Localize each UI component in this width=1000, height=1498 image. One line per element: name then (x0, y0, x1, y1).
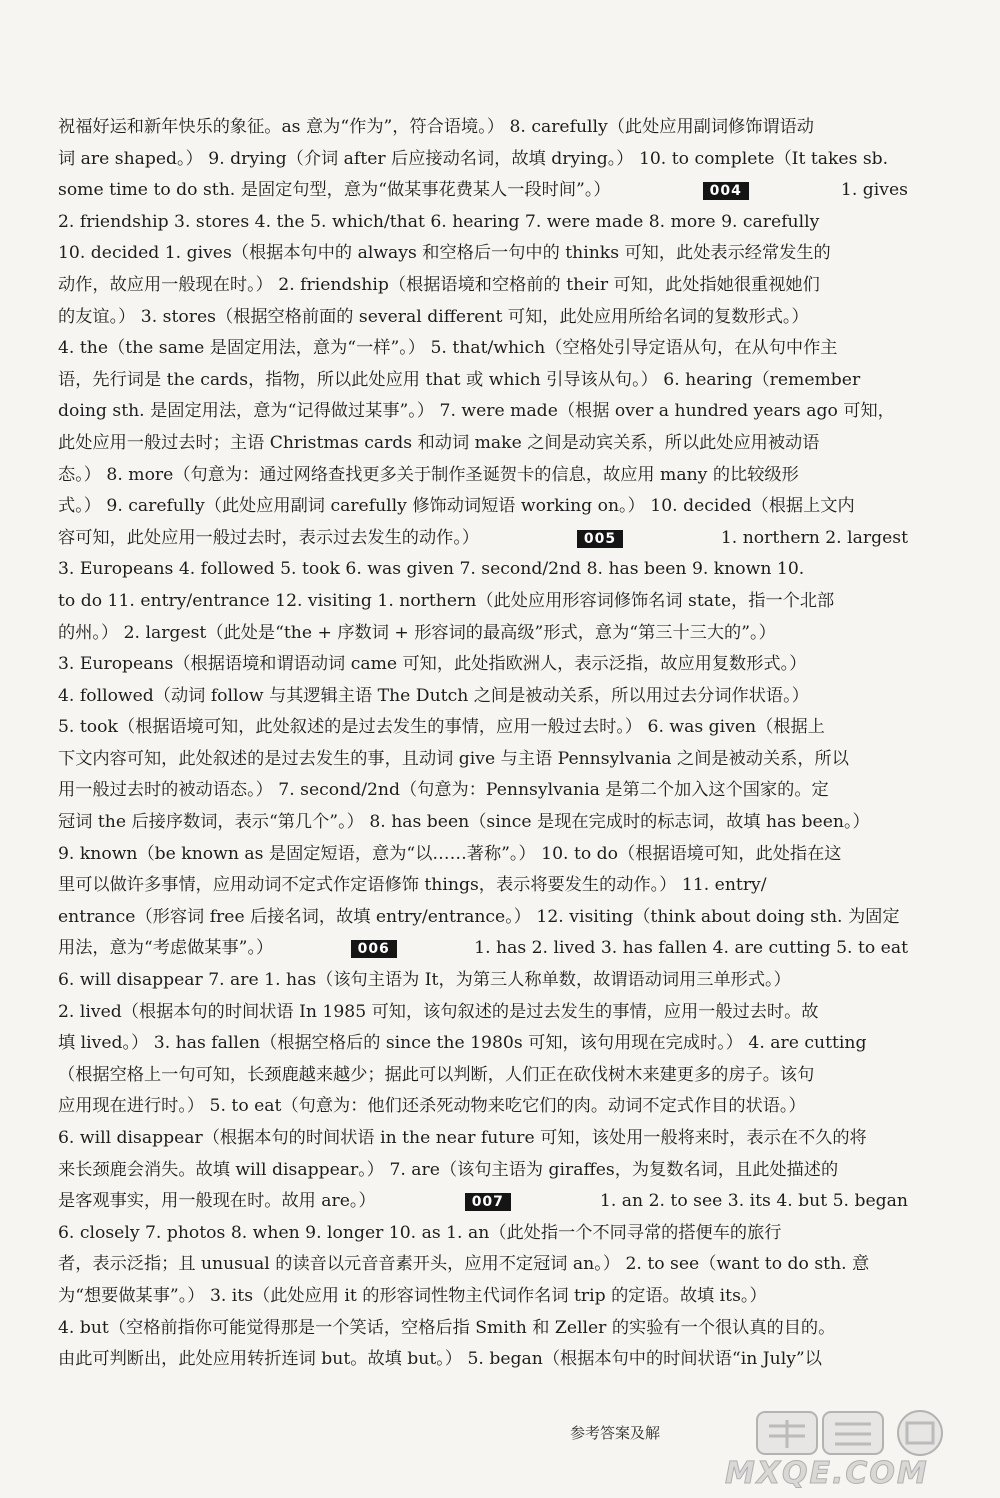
text-line (58, 460, 908, 492)
text-line (58, 933, 908, 965)
text-segment: 里可以做许多事情，应用动词不定式作定语修饰 things，表示将要发生的动作。） 11. entry/ (58, 875, 767, 896)
text-line (58, 870, 908, 902)
text-segment: 的州。） 2. largest（此处是“the + 序数词 + 形容词的最高级”形式，意为“第三十三大的”。） (58, 622, 776, 643)
text-line (58, 681, 908, 713)
text-line (58, 1028, 908, 1060)
text-line (58, 1344, 908, 1376)
text-line (58, 144, 908, 176)
text-line (58, 428, 908, 460)
text-line (58, 1123, 908, 1155)
text-segment: 2. friendship 3. stores 4. the 5. which/that 6. hearing 7. were made 8. more 9. carefully (58, 211, 820, 232)
text-segment: （根据空格上一句可知，长颈鹿越来越少；据此可以判断，人们正在砍伐树木来建更多的房子。该句 (58, 1064, 815, 1085)
text-line (58, 807, 908, 839)
text-line (58, 775, 908, 807)
text-line (58, 902, 908, 934)
text-line (58, 586, 908, 618)
text-segment: 用一般过去时的被动语态。） 7. second/2nd（句意为：Pennsylvania 是第二个加入这个国家的。定 (58, 780, 829, 801)
text-segment: 6. closely 7. photos 8. when 9. longer 10. as 1. an（此处指一个不同寻常的搭便车的旅行 (58, 1222, 782, 1243)
text-line (58, 1249, 908, 1281)
text-line (58, 207, 908, 239)
text-segment: 4. the（the same 是固定用法，意为“一样”。） 5. that/which（空格处引导定语从句，在从句中作主 (58, 338, 838, 359)
text-segment: 下文内容可知，此处叙述的是过去发生的事，且动词 give 与主语 Pennsylvania 之间是被动关系，所以 (58, 748, 849, 769)
text-segment: 词 are shaped。） 9. drying（介词 after 后应接动名词，故填 drying。） 10. to complete（It takes sb. (58, 148, 889, 169)
text-segment: 9. known（be known as 是固定短语，意为“以……著称”。） 10. to do（根据语境可知，此处指在这 (58, 843, 842, 864)
text-segment: 6. will disappear（根据本句的时间状语 in the near future 可知，该处用一般将来时，表示在不久的将 (58, 1128, 867, 1148)
text-line (58, 270, 908, 302)
text-segment: 2. lived（根据本句的时间状语 In 1985 可知，该句叙述的是过去发生的事情，应用一般过去时。故 (58, 1001, 819, 1022)
watermark-icon (755, 1408, 955, 1458)
text-segment: 为“想要做某事”。） 3. its（此处应用 it 的形容词性物主代词作名词 trip 的定语。故填 its。） (58, 1285, 767, 1306)
text-line (58, 1313, 908, 1345)
watermark-logo (665, 1408, 975, 1498)
text-segment: 4. followed（动词 follow 与其逻辑主语 The Dutch 之间是被动关系，所以用过去分词作状语。） (58, 685, 809, 706)
text-line (58, 396, 908, 428)
text-segment: 是客观事实，用一般现在时。故用 are。） (58, 1191, 376, 1212)
page-footer (570, 1408, 1000, 1498)
text-segment: 1. an 2. to see 3. its 4. but 5. began (599, 1191, 908, 1212)
section-number-badge: 006 (351, 940, 397, 958)
text-line (58, 523, 908, 555)
text-segment: 1. gives (840, 180, 908, 201)
section-number-badge: 007 (465, 1193, 511, 1211)
text-line (58, 839, 908, 871)
text-segment: 1. northern 2. largest (720, 527, 908, 548)
text-line (58, 1060, 908, 1092)
text-line (58, 1186, 908, 1218)
text-segment: 动作，故应用一般现在时。） 2. friendship（根据语境和空格前的 their 可知，此处指她很重视她们 (58, 274, 820, 295)
text-segment: 此处应用一般过去时；主语 Christmas cards 和动词 make 之间是动宾关系，所以此处应用被动语 (58, 432, 820, 453)
text-segment: to do 11. entry/entrance 12. visiting 1. northern（此处应用形容词修饰名词 state，指一个北部 (58, 590, 835, 611)
text-segment: 3. Europeans 4. followed 5. took 6. was given 7. second/2nd 8. has been 9. known 10. (58, 559, 805, 580)
text-line (58, 491, 908, 523)
text-segment: 者，表示泛指；且 unusual 的读音以元音音素开头，应用不定冠词 an。） 2. to see（want to do sth. 意 (58, 1254, 870, 1275)
text-line (58, 333, 908, 365)
text-line (58, 1091, 908, 1123)
text-line (58, 744, 908, 776)
watermark-url: MXQE.COM (725, 1456, 929, 1491)
text-segment: 5. took（根据语境可知，此处叙述的是过去发生的事情，应用一般过去时。） 6. was given（根据上 (58, 717, 825, 738)
section-number-badge: 005 (577, 530, 623, 548)
text-line (58, 175, 908, 207)
text-line (58, 712, 908, 744)
text-line (58, 965, 908, 997)
text-line (58, 238, 908, 270)
text-segment: 10. decided 1. gives（根据本句中的 always 和空格后一句中的 thinks 可知，此处表示经常发生的 (58, 243, 831, 264)
text-segment: entrance（形容词 free 后接名词，故填 entry/entrance。） 12. visiting（think about doing sth. 为固定 (58, 906, 900, 927)
text-segment: 来长颈鹿会消失。故填 will disappear。） 7. are（该句主语为 giraffes，为复数名词，且此处描述的 (58, 1159, 839, 1180)
text-segment: 容可知，此处应用一般过去时，表示过去发生的动作。） (58, 527, 480, 548)
text-segment: 填 lived。） 3. has fallen（根据空格后的 since the 1980s 可知，该句用现在完成时。） 4. are cutting (58, 1033, 867, 1054)
text-segment: 态。） 8. more（句意为：通过网络查找更多关于制作圣诞贺卡的信息，故应用 many 的比较级形 (58, 464, 799, 485)
text-line (58, 302, 908, 334)
text-line (58, 649, 908, 681)
text-line (58, 365, 908, 397)
answer-text-block (58, 112, 908, 1376)
text-segment: 祝福好运和新年快乐的象征。as 意为“作为”，符合语境。） 8. carefully（此处应用副词修饰谓语动 (58, 117, 814, 137)
text-line (58, 1155, 908, 1187)
text-line (58, 554, 908, 586)
text-segment: 4. but（空格前指你可能觉得那是一个笑话，空格后指 Smith 和 Zeller 的实验有一个很认真的目的。 (58, 1317, 836, 1338)
text-line (58, 1281, 908, 1313)
text-segment: 由此可判断出，此处应用转折连词 but。故填 but。） 5. began（根据本句中的时间状语“in July”以 (58, 1349, 822, 1370)
section-number-badge: 004 (703, 182, 749, 200)
text-line (58, 618, 908, 650)
text-segment: 式。） 9. carefully（此处应用副词 carefully 修饰动词短语 working on。） 10. decided（根据上文内 (58, 496, 855, 517)
text-segment: 冠词 the 后接序数词，表示“第几个”。） 8. has been（since 是现在完成时的标志词，故填 has been。） (58, 812, 870, 833)
text-segment: doing sth. 是固定用法，意为“记得做过某事”。） 7. were made（根据 over a hundred years ago 可知， (58, 401, 895, 422)
text-segment: 1. has 2. lived 3. has fallen 4. are cutting 5. to eat (474, 938, 908, 959)
footer-section-label: 参考答案及解 (570, 1424, 661, 1442)
text-segment: 语，先行词是 the cards，指物，所以此处应用 that 或 which 引导该从句。） 6. hearing（remember (58, 369, 861, 390)
text-segment: 的友谊。） 3. stores（根据空格前面的 several different 可知，此处应用所给名词的复数形式。） (58, 306, 809, 327)
text-segment: 3. Europeans（根据语境和谓语动词 came 可知，此处指欧洲人，表示泛指，故应用复数形式。） (58, 654, 807, 675)
text-line (58, 1218, 908, 1250)
text-segment: 用法，意为“考虑做某事”。） (58, 938, 274, 959)
text-line (58, 112, 908, 144)
text-line (58, 997, 908, 1029)
text-segment: some time to do sth. 是固定句型，意为“做某事花费某人一段时间”。） (58, 180, 611, 201)
text-segment: 6. will disappear 7. are 1. has（该句主语为 It，为第三人称单数，故谓语动词用三单形式。） (58, 970, 791, 991)
text-segment: 应用现在进行时。） 5. to eat（句意为：他们还杀死动物来吃它们的肉。动词不定式作目的状语。） (58, 1096, 806, 1117)
